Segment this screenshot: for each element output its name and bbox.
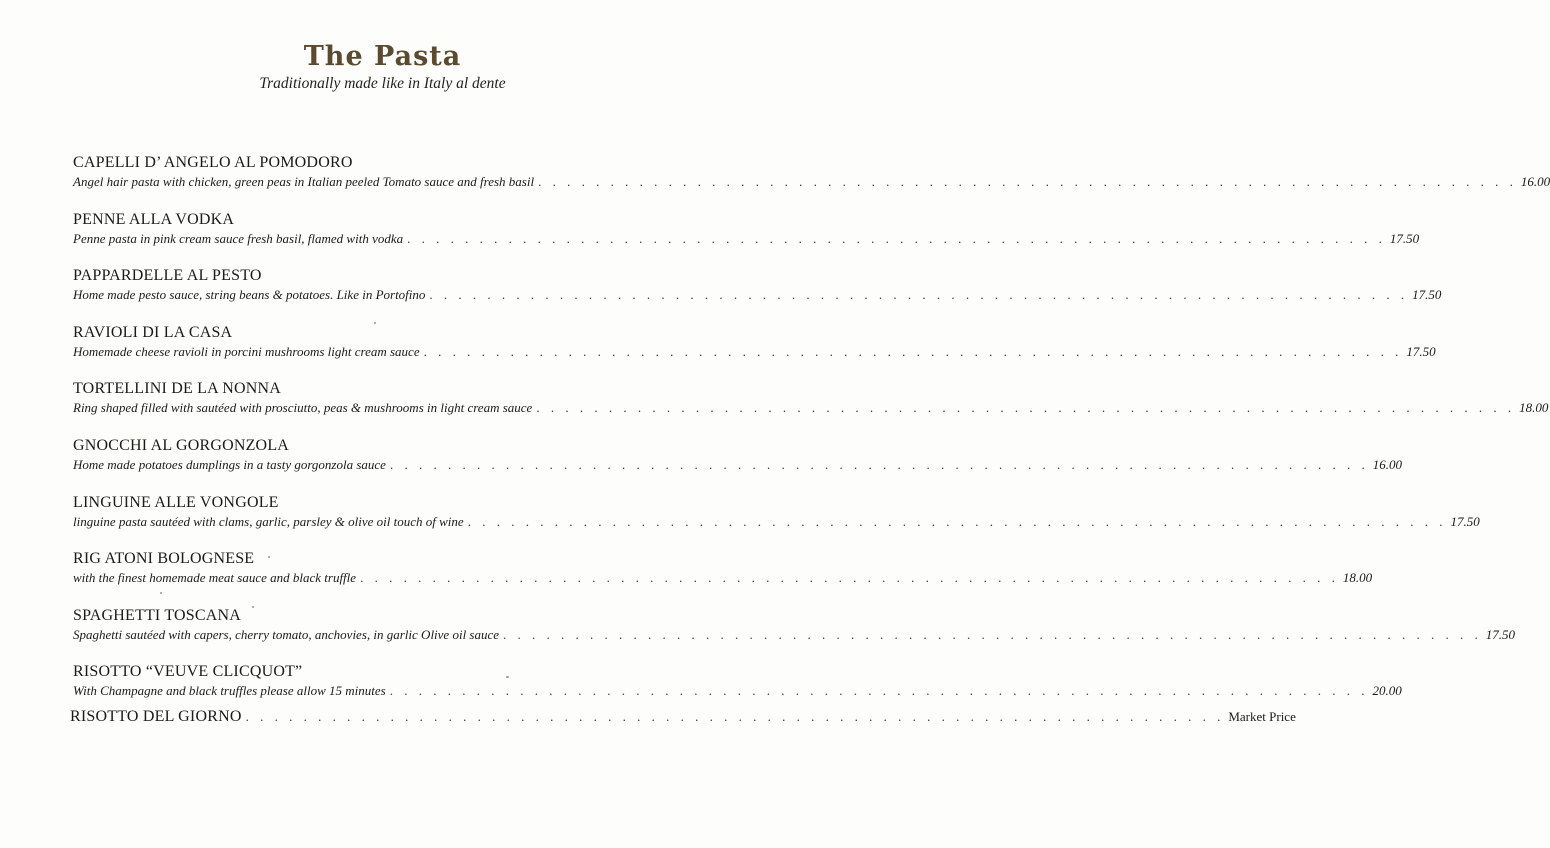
menu-header xyxy=(0,40,765,94)
scan-speck xyxy=(252,606,254,608)
item-price: 16.00 xyxy=(1372,456,1402,472)
leader-dots: . . . . . . . . . . . . . . . . . . . . . . . . . . . . . . . . . . . . . . . . . . . . . . . . . . . . . . . . . . . . . . . . . . . . xyxy=(429,287,1409,303)
item-name: CAPELLI D’ ANGELO AL POMODORO xyxy=(73,154,353,171)
leader-dots: . . . . . . . . . . . . . . . . . . . . . . . . . . . . . . . . . . . . . . . . . . . . . . . . . . . . . . . . . . . . . . . . . . . . xyxy=(503,626,1482,642)
menu-item xyxy=(73,153,1550,208)
leader-dots: . . . . . . . . . . . . . . . . . . . . . . . . . . . . . . . . . . . . . . . . . . . . . . . . . . . . . . . . . . . . . . . . . . . . xyxy=(536,400,1516,416)
item-price: 17.50 xyxy=(1389,230,1420,246)
scan-speck xyxy=(160,592,162,594)
item-description-line xyxy=(73,626,1516,644)
leader-dots: . . . . . . . . . . . . . . . . . . . . . . . . . . . . . . . . . . . . . . . . . . . . . . . . . . . . . . . . . . . . . . . . . . . . xyxy=(389,683,1369,699)
menu-item-final xyxy=(70,707,1296,727)
item-name: SPAGHETTI TOSCANA xyxy=(73,606,242,624)
menu-item xyxy=(73,549,1373,604)
menu-item xyxy=(73,210,1420,265)
item-price: 17.50 xyxy=(1406,343,1436,359)
leader-dots: . . . . . . . . . . . . . . . . . . . . . . . . . . . . . . . . . . . . . . . . . . . . . . . . . . . . . . . . . . . . . . . . . . . . xyxy=(245,709,1225,724)
item-description-line xyxy=(73,286,1442,304)
item-description-line xyxy=(73,343,1436,361)
item-name: RAVIOLI DI LA CASA xyxy=(73,323,233,341)
item-name: PAPPARDELLE AL PESTO xyxy=(73,267,262,285)
scan-speck xyxy=(268,556,270,558)
item-name: PENNE ALLA VODKA xyxy=(73,210,235,228)
scan-speck xyxy=(506,676,509,678)
menu-item xyxy=(73,606,1516,661)
scan-speck xyxy=(374,322,376,324)
item-price: 16.00 xyxy=(1520,174,1550,189)
menu-item xyxy=(73,493,1480,548)
item-name: GNOCCHI AL GORGONZOLA xyxy=(73,436,290,454)
item-description: Home made potatoes dumplings in a tasty gorgonzola sauce xyxy=(73,456,386,472)
item-price: 17.50 xyxy=(1412,287,1442,303)
item-description-line xyxy=(73,682,1402,700)
item-name: LINGUINE ALLE VONGOLE xyxy=(73,493,279,511)
leader-dots: . . . . . . . . . . . . . . . . . . . . . . . . . . . . . . . . . . . . . . . . . . . . . . . . . . . . . . . . . . . . . . . . . . . . xyxy=(467,513,1447,529)
item-description-line xyxy=(73,569,1373,587)
item-name: RISOTTO “VEUVE CLICQUOT” xyxy=(73,663,303,681)
item-name: RIG ATONI BOLOGNESE xyxy=(73,550,255,568)
item-description: with the finest homemade meat sauce and black truffle xyxy=(73,570,357,586)
menu-item xyxy=(73,379,1549,434)
item-description-line xyxy=(73,456,1402,474)
item-name: TORTELLINI DE LA NONNA xyxy=(73,380,282,398)
menu-item xyxy=(73,436,1402,491)
section-title: The Pasta xyxy=(303,41,462,72)
item-price: 20.00 xyxy=(1372,683,1402,699)
item-description-line xyxy=(73,399,1549,417)
item-description-line xyxy=(73,230,1420,248)
item-description: With Champagne and black truffles please allow 15 minutes xyxy=(73,683,386,699)
item-name: RISOTTO DEL GIORNO xyxy=(70,708,242,725)
item-description: Home made pesto sauce, string beans & potatoes. Like in Portofino xyxy=(73,287,426,303)
item-description: Spaghetti sautéed with capers, cherry tomato, anchovies, in garlic Olive oil sauce xyxy=(73,626,500,642)
item-description: Penne pasta in pink cream sauce fresh basil, flamed with vodka xyxy=(73,230,404,246)
item-description-line xyxy=(73,513,1480,531)
item-description: Ring shaped filled with sautéed with prosciutto, peas & mushrooms in light cream sauce xyxy=(73,400,533,416)
item-description-line xyxy=(73,173,1550,191)
leader-dots: . . . . . . . . . . . . . . . . . . . . . . . . . . . . . . . . . . . . . . . . . . . . . . . . . . . . . . . . . . . . . . . . . . . . xyxy=(423,343,1403,359)
menu-item xyxy=(73,266,1442,321)
leader-dots: . . . . . . . . . . . . . . . . . . . . . . . . . . . . . . . . . . . . . . . . . . . . . . . . . . . . . . . . . . . . . . . . . . . . xyxy=(360,570,1339,586)
leader-dots: . . . . . . . . . . . . . . . . . . . . . . . . . . . . . . . . . . . . . . . . . . . . . . . . . . . . . . . . . . . . . . . . . . . . xyxy=(538,174,1517,189)
item-price: 17.50 xyxy=(1485,626,1516,642)
item-description: linguine pasta sautéed with clams, garlic, parsley & olive oil touch of wine xyxy=(73,513,464,529)
leader-dots: . . . . . . . . . . . . . . . . . . . . . . . . . . . . . . . . . . . . . . . . . . . . . . . . . . . . . . . . . . . . . . . . . . . . xyxy=(389,456,1369,472)
leader-dots: . . . . . . . . . . . . . . . . . . . . . . . . . . . . . . . . . . . . . . . . . . . . . . . . . . . . . . . . . . . . . . . . . . . . xyxy=(407,230,1386,246)
item-price: 18.00 xyxy=(1342,570,1373,586)
menu-item xyxy=(73,323,1436,378)
item-price: 18.00 xyxy=(1519,400,1549,416)
section-subtitle: Traditionally made like in Italy al dente xyxy=(259,75,506,92)
item-description: Homemade cheese ravioli in porcini mushrooms light cream sauce xyxy=(73,343,420,359)
item-price: Market Price xyxy=(1228,709,1296,724)
item-description: Angel hair pasta with chicken, green peas in Italian peeled Tomato sauce and fresh basil xyxy=(73,174,535,189)
item-price: 17.50 xyxy=(1450,513,1480,529)
